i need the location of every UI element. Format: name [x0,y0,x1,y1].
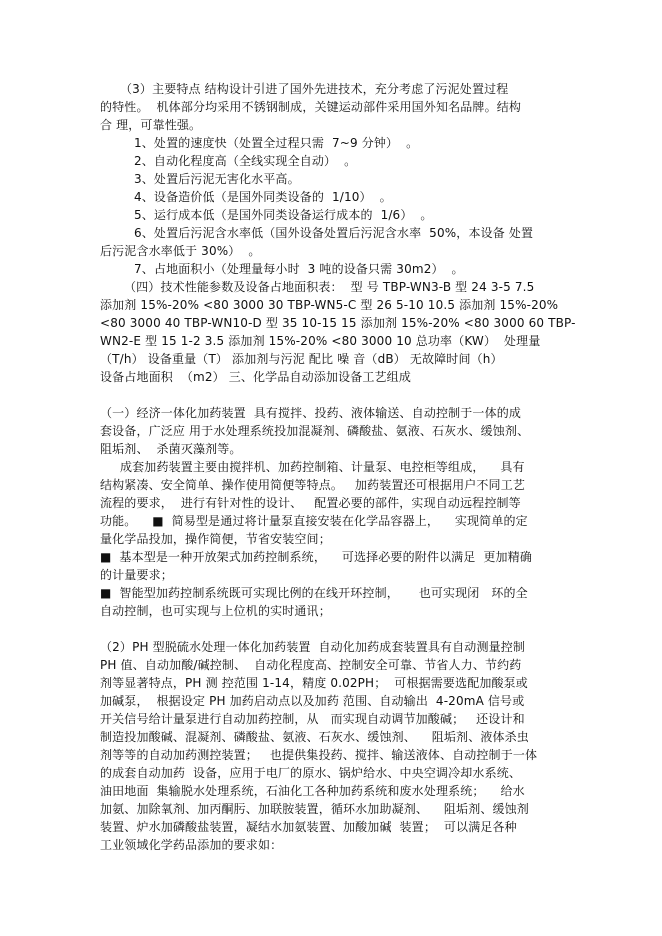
text-line: 设备占地面积 （m2） 三、化学品自动添加设备工艺组成 [100,370,411,384]
text-line: 3、处置后污泥无害化水平高。 [134,172,300,186]
text-line: （一）经济一体化加药装置 具有搅拌、投药、液体输送、自动控制于一体的成 [100,406,522,420]
text-line: 添加剂 15%-20% <80 3000 30 TBP-WN5-C 型 26 5-10 10.5 添加剂 15%-20% [100,298,559,312]
text-line: 2、自动化程度高（全线实现全自动） 。 [134,154,357,168]
text-line: 4、设备造价低（是国外同类设备的 1/10） 。 [134,190,392,204]
text-line: 6、处置后污泥含水率低（国外设备处置后污泥含水率 50%，本设备 处置 [134,226,534,240]
text-line: 的成套自动加药 设备，应用于电厂的原水、锅炉给水、中央空调冷却水系统、 [100,766,522,780]
text-line: 1、处置的速度快（处置全过程只需 7~9 分钟） 。 [134,136,419,150]
text-line: 5、运行成本低（是国外同类设备运行成本的 1/6） 。 [134,208,433,222]
text-line: <80 3000 40 TBP-WN10-D 型 35 10-15 15 添加剂 15%-20% <80 3000 60 TBP- [100,316,576,330]
text-line: 功能。 ■ 简易型是通过将计量泵直接安装在化学品容器上， 实现简单的定 [100,514,528,528]
text-line: 后污泥含水率低于 30%） 。 [100,244,261,258]
text-line: 工业领域化学药品添加的要求如： [100,838,283,852]
text-line: （2）PH 型脱硫水处理一体化加药装置 自动化加药成套装置具有自动测量控制 [100,640,526,654]
text-line: 结构紧凑、安全简单、操作使用简便等特点。 加药装置还可根据用户不同工艺 [100,478,525,492]
text-line: 的计量要求； [100,568,173,582]
text-line: PH 值、自动加酸/碱控制、 自动化程度高、控制安全可靠、节省人力、节约药 [100,658,522,672]
text-line: 流程的要求， 进行有针对性的设计、 配置必要的部件，实现自动远程控制等 [100,496,521,510]
text-line: 量化学品投加，操作简便，节省安装空间； [100,532,331,546]
text-line: ■ 基本型是一种开放架式加药控制系统， 可选择必要的附件以满足 更加精确 [100,550,533,564]
text-line: 剂等显著特点，PH 测 控范围 1-14，精度 0.02PH； 可根据需要选配加酸泵或 [100,676,528,690]
text-line: 自动控制，也可实现与上位机的实时通讯； [100,604,331,618]
text-line: 成套加药装置主要由搅拌机、加药控制箱、计量泵、电控柜等组成， 具有 [120,460,525,474]
text-line: 剂等等的自动加药测控装置； 也提供集投药、搅拌、输送液体、自动控制于一体 [100,748,538,762]
text-line: 加氨、加除氧剂、加丙酮肟、加联胺装置，循环水加助凝剂、 阻垢剂、缓蚀剂 [100,802,529,816]
text-line: ■ 智能型加药控制系统既可实现比例的在线开环控制， 也可实现闭 环的全 [100,586,528,600]
text-line: 装置、炉水加磷酸盐装置，凝结水加氨装置、加酸加碱 装置； 可以满足各种 [100,820,517,834]
text-line: 制造投加酸碱、混凝剂、磷酸盐、氨液、石灰水、缓蚀剂、 阻垢剂、液体杀虫 [100,730,529,744]
text-line: 开关信号给计量泵进行自动加药控制，从 而实现自动调节加酸碱； 还设计和 [100,712,525,726]
text-line: 合 理，可靠性强。 [100,118,202,132]
text-line: （3）主要特点 结构设计引进了国外先进技术，充分考虑了污泥处置过程 [120,82,509,96]
text-line: 套设备，广泛应 用于水处理系统投加混凝剂、磷酸盐、氨液、石灰水、缓蚀剂、 [100,424,530,438]
text-line: 阻垢剂、 杀菌灭藻剂等。 [100,442,242,456]
text-line: 加碱泵， 根据设定 PH 加药启动点以及加药 范围、自动输出 4-20mA 信号或 [100,694,525,708]
text-line: 油田地面 集输脱水处理系统，石油化工各种加药系统和废水处理系统； 给水 [100,784,525,798]
text-line: 7、占地面积小（处理量每小时 3 吨的设备只需 30m2） 。 [134,262,464,276]
text-line: 的特性。 机体部分均采用不锈钢制成，关键运动部件采用国外知名品牌。结构 [100,100,522,114]
text-line: （四）技术性能参数及设备占地面积表： 型 号 TBP-WN3-B 型 24 3-5 7.5 [124,280,535,294]
text-line: （T/h） 设备重量（T） 添加剂与污泥 配比 噪 音（dB） 无故障时间（h） [100,352,503,366]
text-line: WN2-E 型 15 1-2 3.5 添加剂 15%-20% <80 3000 10 总功率（KW） 处理量 [100,334,541,348]
